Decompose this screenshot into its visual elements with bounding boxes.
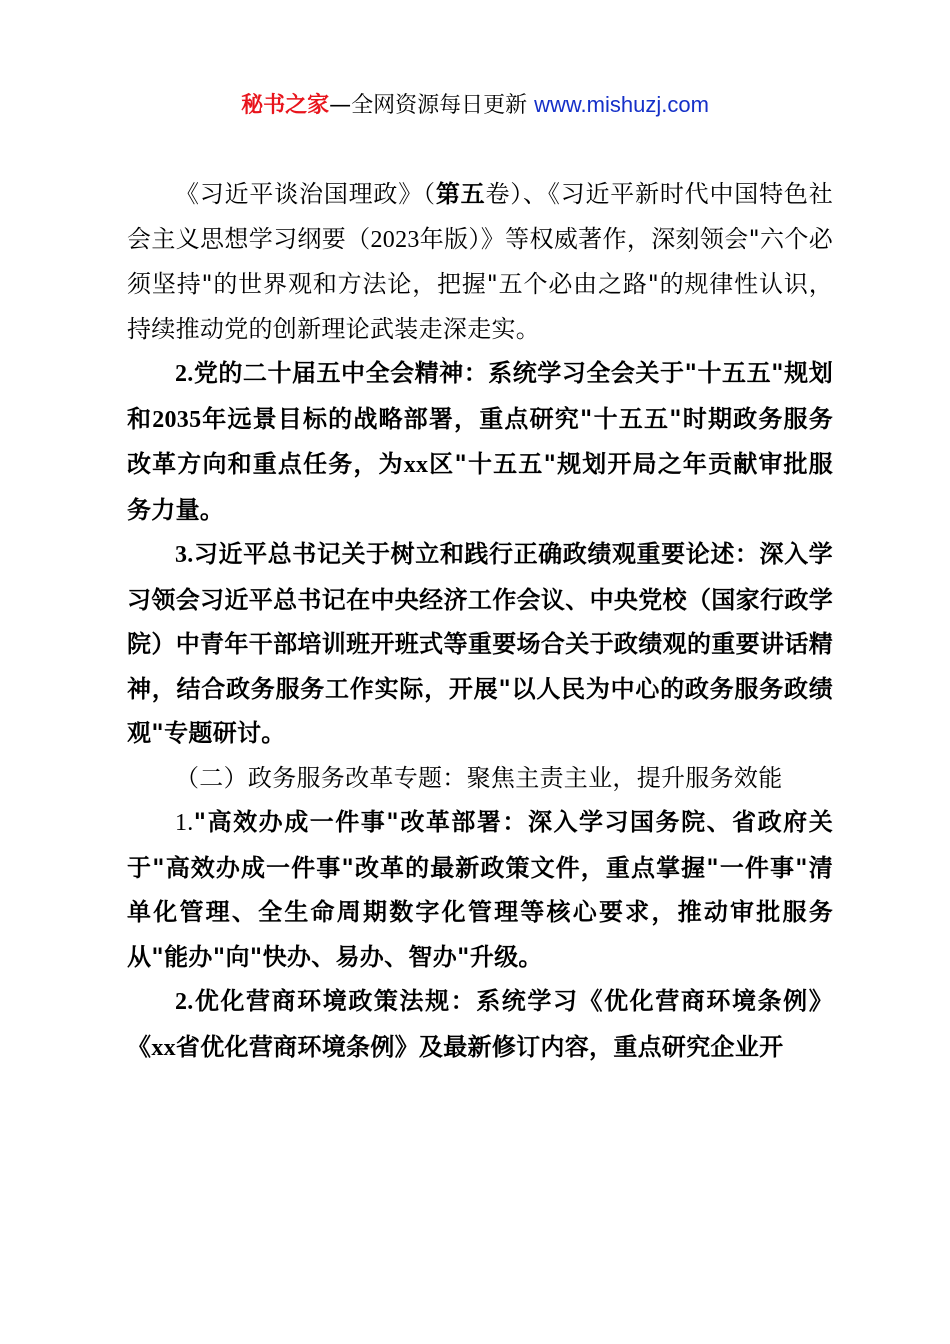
paragraph-fifth-plenum bbox=[127, 351, 833, 532]
text-run: 党的二十届五中全会精神：系统学习全会关于"十五五"规划和 bbox=[127, 359, 833, 433]
text-run: 年远景目标的战略部署，重点研究"十五五"时期政务服务改革方向和重点任务，为 bbox=[127, 404, 833, 478]
text-run-number: 2023 bbox=[370, 226, 420, 253]
header-tagline: —全网资源每日更新 bbox=[329, 93, 535, 118]
text-run: 习近平总书记关于树立和践行正确政绩观重要论述：深入学习领会习近平总书记在中央经济工作会议、中央党校（国家行政学院）中青年干部培训班开班式等重要场合关于政绩观的重要讲话精神，结合政务服务工作实际，开展"以人民为中心的政务服务政绩观"专题研讨。 bbox=[127, 540, 833, 747]
paragraph-study-works bbox=[127, 172, 833, 351]
item-number: 1. bbox=[175, 810, 194, 836]
paragraph-performance-view bbox=[127, 532, 833, 756]
text-run: 优化营商环境政策法规：系统学习《优化营商环境条例》《 bbox=[127, 987, 833, 1061]
brand-name: 秘书之家 bbox=[241, 93, 330, 118]
paragraph-business-environment bbox=[127, 979, 833, 1070]
text-run: 区"十五五"规划开局之年贡献审批服务力量。 bbox=[127, 450, 833, 524]
text-run-number: 2035 bbox=[152, 406, 202, 433]
site-url-link[interactable]: www.mishuzj.com bbox=[534, 92, 709, 117]
paragraph-one-thing-reform bbox=[127, 800, 833, 979]
text-run: 《习近平谈治国理政》（ bbox=[175, 180, 436, 208]
section-heading-reform: （二）政务服务改革专题：聚焦主责主业，提升服务效能 bbox=[175, 763, 783, 792]
text-run-number: xx bbox=[403, 452, 429, 478]
document-header bbox=[0, 88, 950, 123]
text-run: 省优化营商环境条例》及最新修订内容，重点研究企业开 bbox=[175, 1032, 784, 1061]
text-run-number: xx bbox=[151, 1034, 176, 1061]
item-number: 2. bbox=[175, 989, 194, 1015]
item-number: 2. bbox=[175, 361, 194, 387]
text-run-bold: "高效办成一件事"改革部署：深入学习国务院、省政府关于"高效办成一件事"改革的最新政策文件，重点掌握"一件事"清单化管理、全生命周期数字化管理等核心要求，推动审批服务从"能办"向"快办、易办、智办"升级。 bbox=[127, 808, 833, 971]
item-number: 3. bbox=[175, 542, 194, 568]
text-run-bold: 第五 bbox=[435, 180, 486, 208]
document-body bbox=[127, 172, 833, 1070]
text-run: 年版）》等权威著作，深刻领会"六个必须坚持"的世界观和方法论，把握"五个必由之路"的规律性认识，持续推动党的创新理论武装走深走实。 bbox=[127, 224, 833, 343]
text-run: 卷）、《习近平新时代中国特色社会主义思想学习纲要（ bbox=[127, 180, 833, 253]
